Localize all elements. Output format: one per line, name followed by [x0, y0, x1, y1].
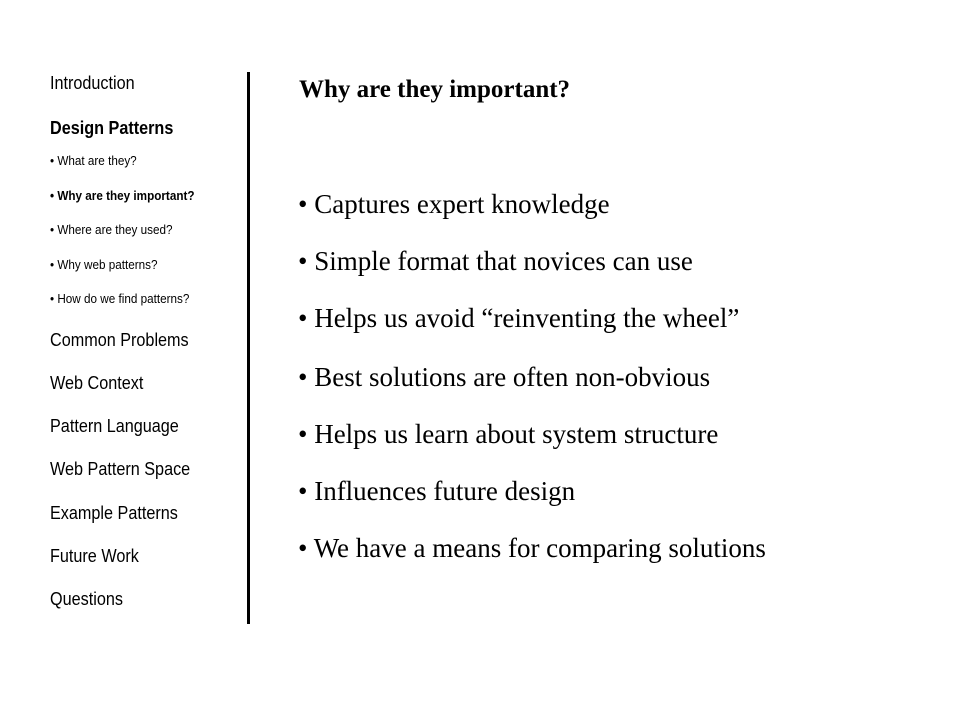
nav-subitem-what-are-they[interactable]: • What are they?	[50, 153, 137, 168]
bullet-item: • Influences future design	[298, 476, 576, 506]
nav-item-web-context[interactable]: Web Context	[50, 373, 144, 393]
bullet-item: • We have a means for comparing solutions	[298, 533, 766, 563]
bullet-item: • Helps us learn about system structure	[298, 419, 719, 449]
nav-item-common-problems[interactable]: Common Problems	[50, 330, 189, 350]
vertical-divider	[247, 72, 250, 624]
nav-subitem-find-patterns[interactable]: • How do we find patterns?	[50, 291, 190, 306]
nav-subitem-why-web-patterns[interactable]: • Why web patterns?	[50, 257, 158, 272]
nav-item-pattern-language[interactable]: Pattern Language	[50, 416, 179, 436]
slide-title: Why are they important?	[299, 76, 571, 103]
sidebar-nav	[50, 0, 250, 720]
bullet-item: • Helps us avoid “reinventing the wheel”	[298, 303, 740, 333]
bullet-item: • Simple format that novices can use	[298, 246, 693, 276]
nav-subitem-why-important[interactable]: • Why are they important?	[50, 188, 195, 203]
nav-item-introduction[interactable]: Introduction	[50, 73, 135, 93]
nav-item-future-work[interactable]: Future Work	[50, 546, 139, 566]
nav-item-web-pattern-space[interactable]: Web Pattern Space	[50, 459, 191, 479]
nav-item-design-patterns[interactable]: Design Patterns	[50, 118, 174, 138]
nav-item-questions[interactable]: Questions	[50, 589, 123, 609]
bullet-item: • Best solutions are often non-obvious	[298, 362, 711, 392]
nav-item-example-patterns[interactable]: Example Patterns	[50, 503, 178, 523]
nav-subitem-where-used[interactable]: • Where are they used?	[50, 222, 173, 237]
bullet-item: • Captures expert knowledge	[298, 189, 610, 219]
